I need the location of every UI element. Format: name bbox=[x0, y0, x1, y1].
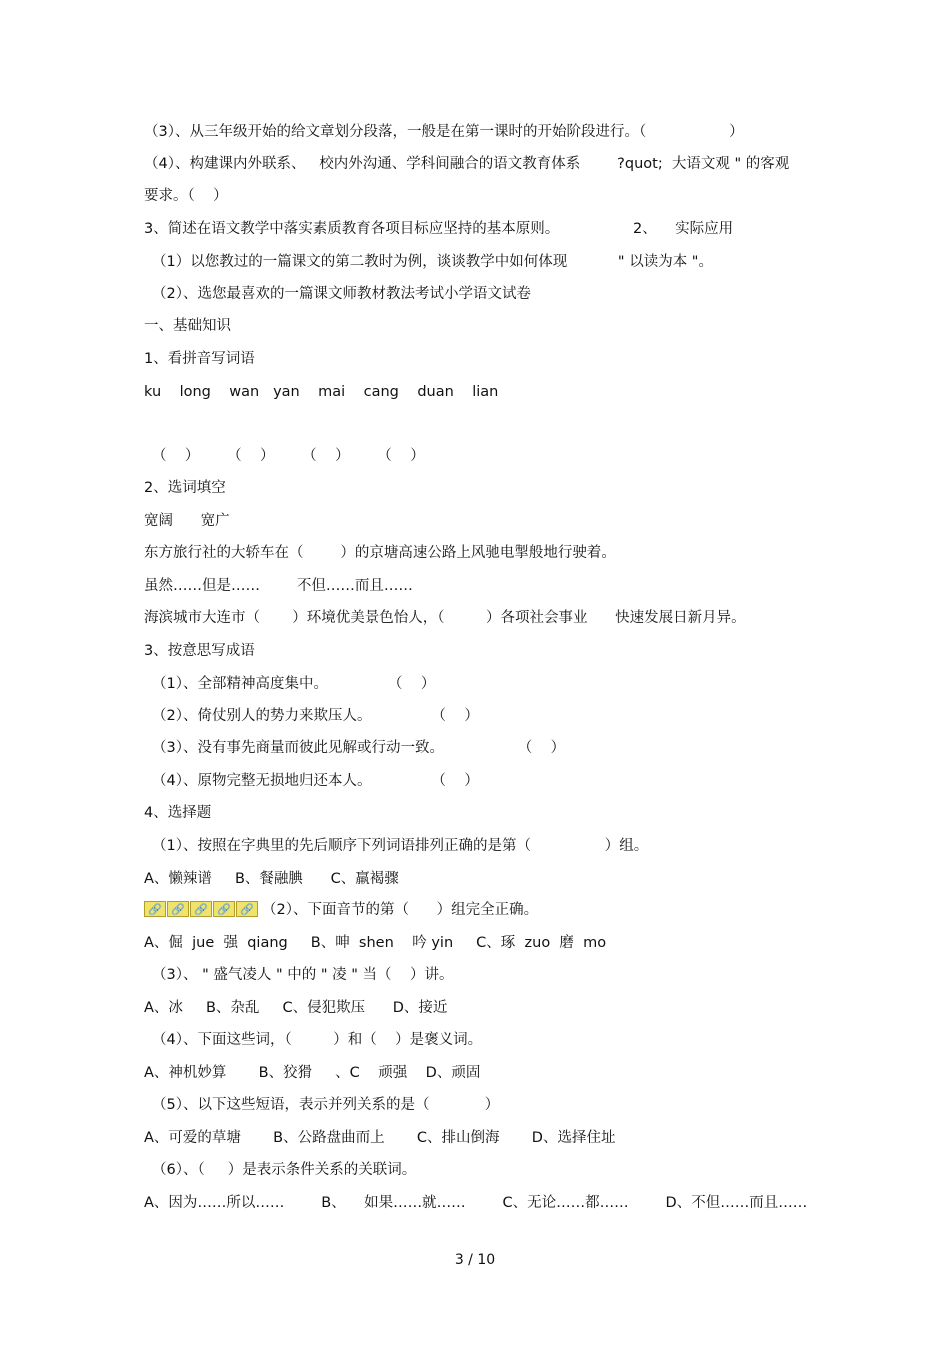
text-line: （1）、按照在字典里的先后顺序下列词语排列正确的是第（ ）组。 bbox=[152, 838, 649, 854]
text-line: （5）、以下这些短语，表示并列关系的是（ ） bbox=[152, 1097, 500, 1113]
question-heading: 3、按意思写成语 bbox=[144, 643, 255, 659]
text-line: （2）、倚仗别人的势力来欺压人。 （ ） bbox=[152, 708, 479, 724]
text-line: （3）、没有事先商量而彼此见解或行动一致。 （ ） bbox=[152, 740, 566, 756]
options-line: A、冰 B、杂乱 C、侵犯欺压 D、接近 bbox=[144, 1000, 448, 1016]
options-line: A、可爱的草塘 B、公路盘曲而上 C、排山倒海 D、选择住址 bbox=[144, 1130, 616, 1146]
text-line: 东方旅行社的大轿车在（ ）的京塘高速公路上风驰电掣般地行驶着。 bbox=[144, 545, 616, 561]
text-line: 海滨城市大连市（ ）环境优美景色怡人，（ ）各项社会事业 快速发展日新月异。 bbox=[144, 610, 746, 626]
text-line: （2）、选您最喜欢的一篇课文师教材教法考试小学语文试卷 bbox=[152, 286, 531, 302]
text-line: （4）、下面这些词，（ ）和（ ）是褒义词。 bbox=[152, 1032, 483, 1048]
icon-strip bbox=[144, 901, 258, 917]
options-line: A、神机妙算 B、狡猾 、C 顽强 D、顽固 bbox=[144, 1065, 481, 1081]
pinyin-line: ku long wan yan mai cang duan lian bbox=[144, 384, 499, 400]
text-line: 要求。（ ） bbox=[144, 188, 228, 204]
page-number: 3 / 10 bbox=[454, 1252, 496, 1268]
options-line: A、倔 jue 强 qiang B、呻 shen 吟 yin C、琢 zuo 磨 mo bbox=[144, 935, 607, 951]
link-icon: 🔗 bbox=[144, 901, 166, 917]
text-line: （1）以您教过的一篇课文的第二教时为例，谈谈教学中如何体现 " 以读为本 "。 bbox=[152, 254, 713, 270]
text-line: （4）、原物完整无损地归还本人。 （ ） bbox=[152, 773, 479, 789]
text-line: （3）、从三年级开始的给文章划分段落，一般是在第一课时的开始阶段进行。（ ） bbox=[144, 124, 744, 140]
text-line: （3）、 " 盛气凌人 " 中的 " 凌 " 当（ ）讲。 bbox=[152, 967, 454, 983]
link-icon: 🔗 bbox=[213, 901, 235, 917]
text-line: （4）、构建课内外联系、 校内外沟通、学科间融合的语文教育体系 ?quot; 大语文观 " 的客观 bbox=[144, 156, 790, 172]
link-icon: 🔗 bbox=[167, 901, 189, 917]
link-icon: 🔗 bbox=[190, 901, 212, 917]
text-line: 3、简述在语文教学中落实素质教育各项目标应坚持的基本原则。 2、 实际应用 bbox=[144, 221, 734, 237]
text-line: （6）、（ ）是表示条件关系的关联词。 bbox=[152, 1162, 417, 1178]
text-line: （1）、全部精神高度集中。 （ ） bbox=[152, 676, 436, 692]
link-icon: 🔗 bbox=[236, 901, 258, 917]
options-line: A、懒辣谱 B、餐融腆 C、羸褐骤 bbox=[144, 871, 399, 887]
question-heading: 1、看拼音写词语 bbox=[144, 351, 255, 367]
word-choices: 宽阔 宽广 bbox=[144, 513, 230, 529]
answer-blanks: （ ） （ ） （ ） （ ） bbox=[152, 448, 425, 464]
word-choices: 虽然……但是…… 不但……而且…… bbox=[144, 578, 413, 594]
question-heading: 2、选词填空 bbox=[144, 480, 226, 496]
text-line: （2）、下面音节的第（ ）组完全正确。 bbox=[262, 902, 539, 918]
question-heading: 4、选择题 bbox=[144, 805, 212, 821]
options-line: A、因为……所以…… B、 如果……就…… C、无论……都…… D、不但……而且…… bbox=[144, 1195, 808, 1211]
section-heading: 一、基础知识 bbox=[144, 318, 231, 334]
